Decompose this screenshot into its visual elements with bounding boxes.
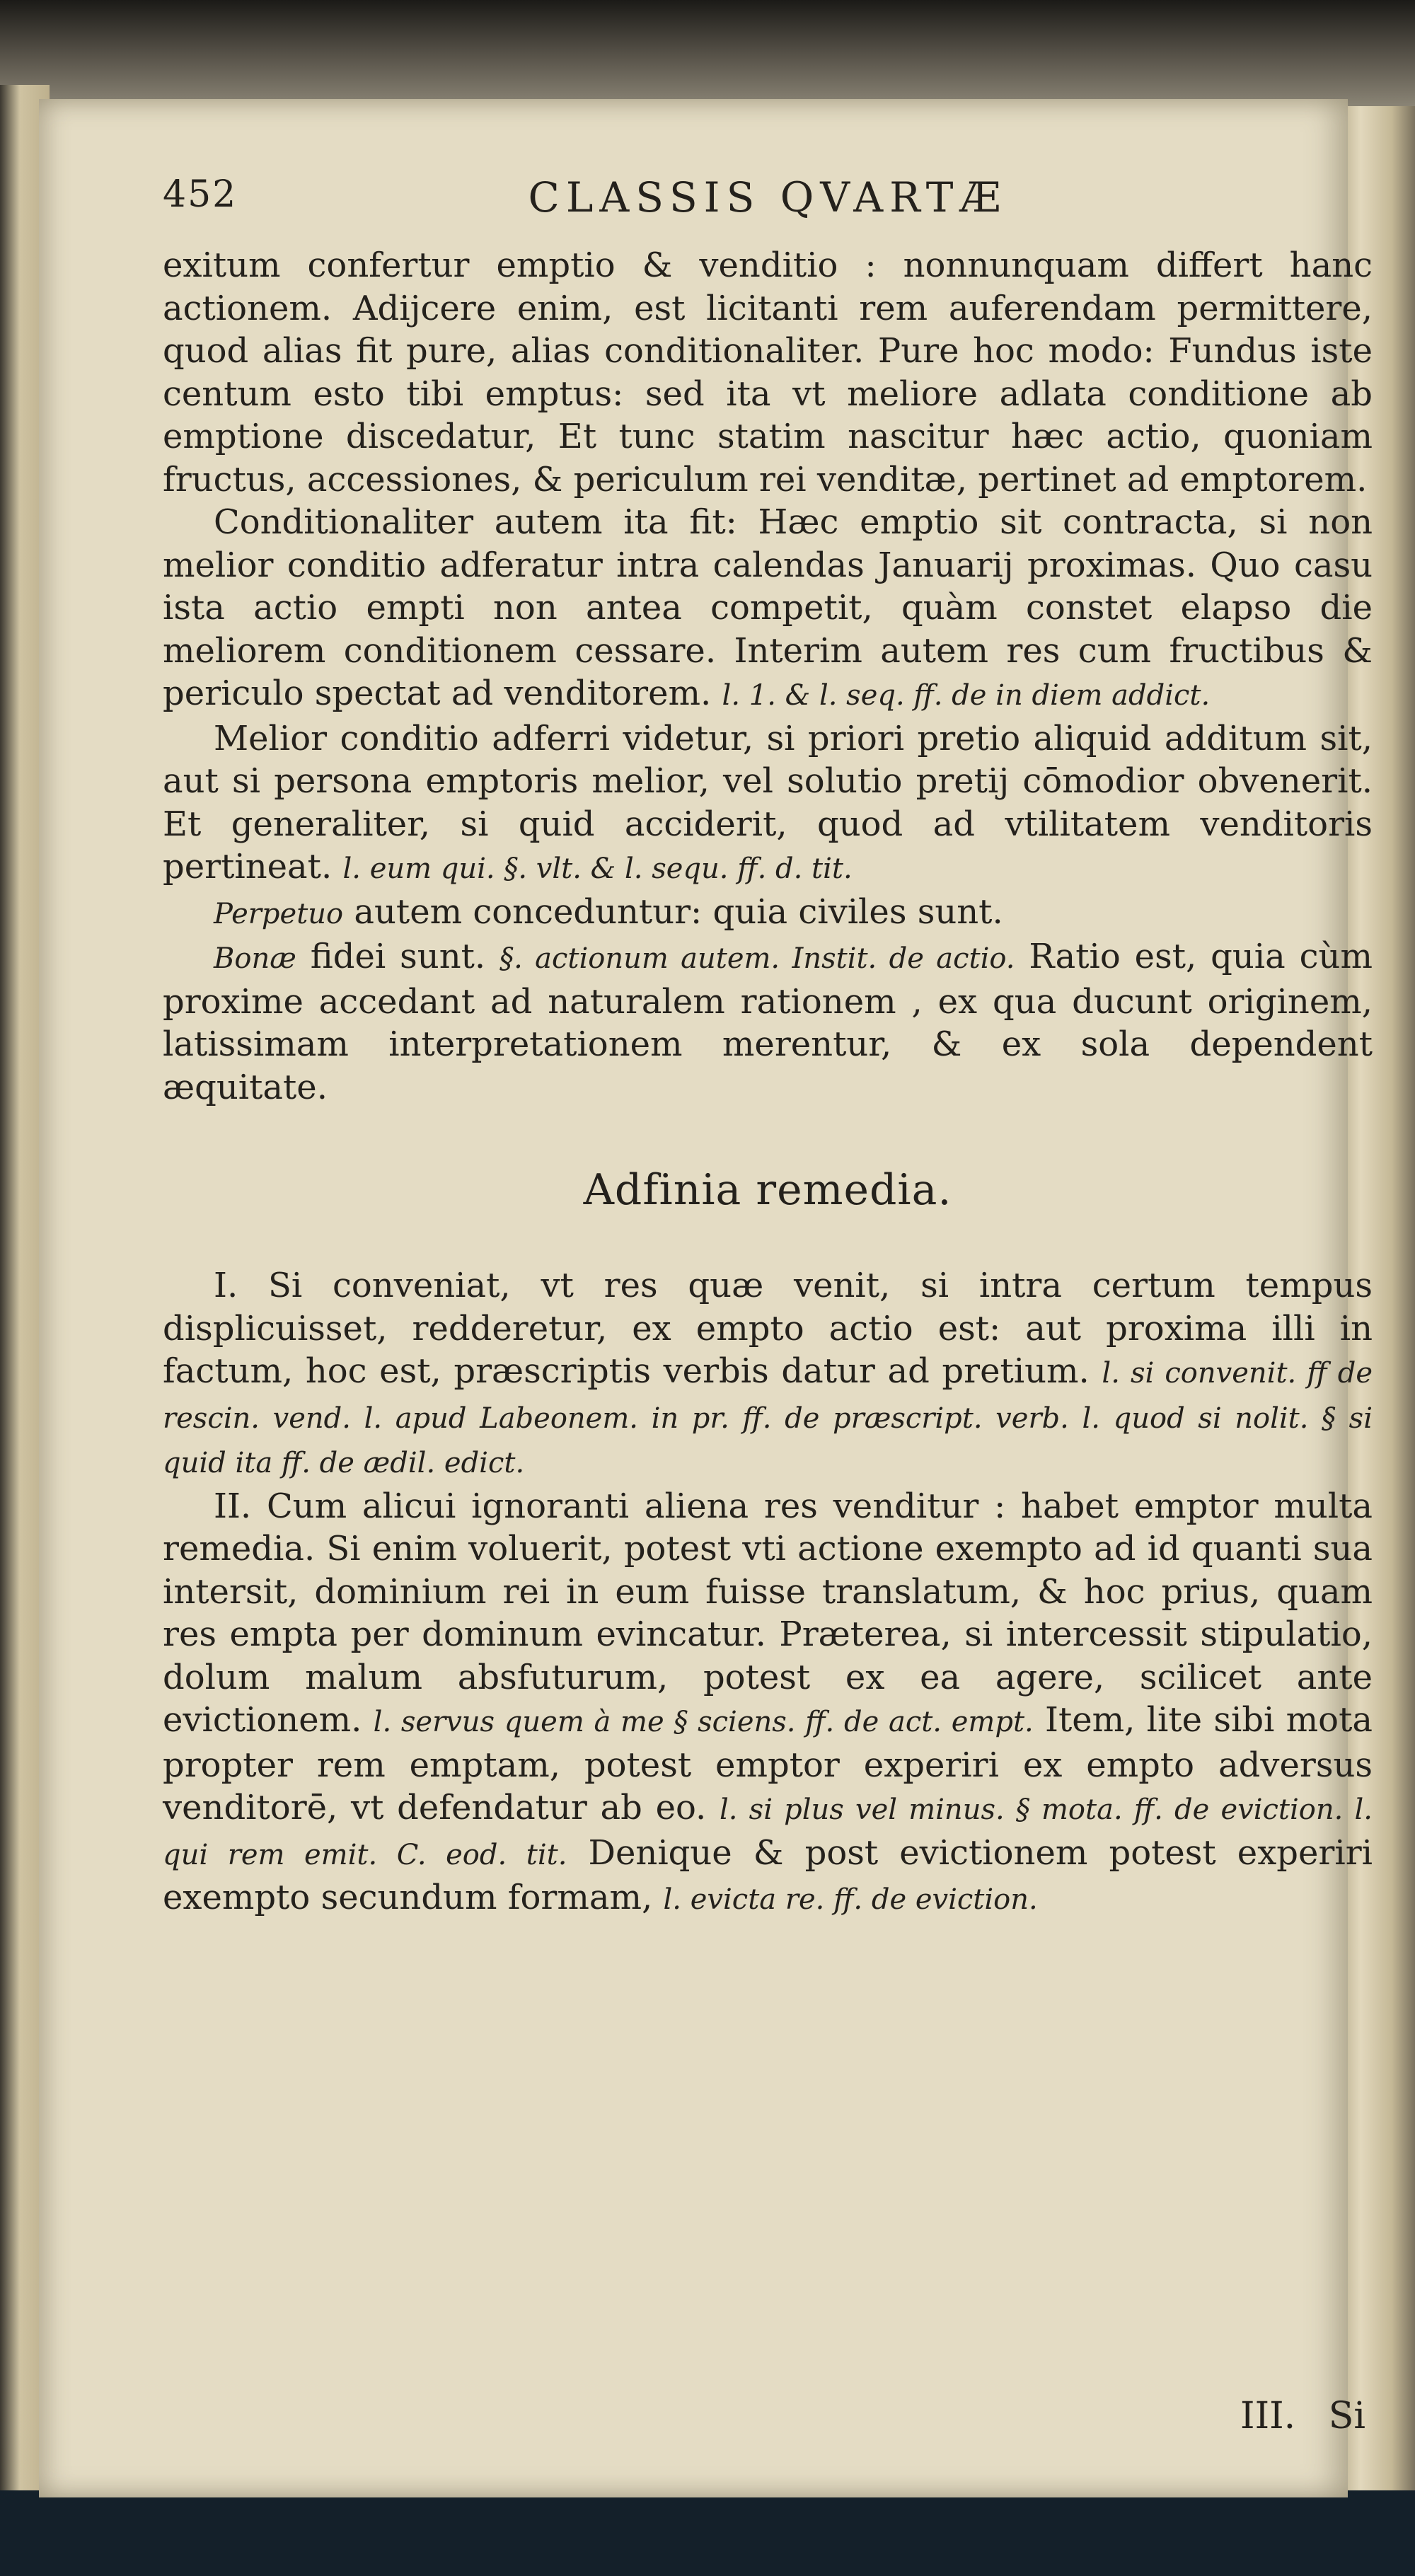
text-run: exitum confertur emptio & venditio : nonnunquam differt hanc actionem. Adijcere enim, est licitanti rem auferendam permittere, quod alias fit pure, alias conditionaliter. Pure hoc modo: Fundus iste centum esto tibi emptus: sed ita vt meliore adlata conditione ab emptione discedatur, Et tunc statim nascitur hæc actio, quoniam fructus, accessiones, & periculum rei venditæ, pertinet ad emptorem. — [163, 246, 1373, 499]
book-page — [39, 99, 1373, 2497]
legal-citation: Perpetuo — [214, 897, 344, 930]
catchword-numeral: III. — [1240, 2395, 1296, 2437]
scan-background-top — [0, 0, 1415, 106]
scan-background-bottom — [0, 2490, 1415, 2576]
running-head — [163, 166, 1373, 244]
text-run: Denique & post evictionem potest experiri exempto secundum formam, — [163, 1832, 1373, 1917]
text-run: Conditionaliter autem ita fit: Hæc emptio sit contracta, si non melior conditio adferatur intra calendas Januarij proximas. Quo casu ista actio empti non antea competit, quàm constet elapso die meliorem conditionem cessare. Interim autem res cum fructibus & periculo spectat ad venditorem. — [163, 502, 1373, 713]
catchword-next-word: Si — [1328, 2395, 1365, 2437]
page-content — [163, 166, 1373, 2437]
paragraph — [163, 244, 1373, 501]
paragraph — [163, 501, 1373, 717]
legal-citation: l. eum qui. §. vlt. & l. sequ. ff. d. tit. — [342, 853, 853, 885]
section-heading: Adfinia remedia. — [583, 1165, 952, 1215]
legal-citation: §. actionum autem. Instit. de actio. — [499, 942, 1015, 975]
paragraph — [163, 935, 1373, 1109]
legal-citation: Bonæ — [214, 942, 296, 975]
page-number: 452 — [163, 173, 238, 216]
legal-citation: l. evicta re. ff. de eviction. — [663, 1883, 1038, 1916]
legal-citation: l. servus quem à me § sciens. ff. de act. empt. — [373, 1706, 1034, 1738]
text-run: Melior conditio adferri videtur, si priori pretio aliquid additum sit, aut si persona emptoris melior, vel solutio pretij cōmodior obvenerit. Et generaliter, si quid acciderit, quod ad vtilitatem venditoris pertineat. — [163, 718, 1373, 886]
legal-citation: l. si convenit. ff de rescin. vend. l. apud Labeonem. in pr. ff. de præscript. verb. l. quod si nolit. § si quid ita ff. de ædil. edict. — [163, 1357, 1373, 1479]
text-run: II. Cum alicui ignoranti aliena res venditur : habet emptor multa remedia. Si enim voluerit, potest vti actione exempto ad id quanti sua intersit, dominium rei in eum fuisse translatum, & hoc prius, quam res empta per dominum evincatur. Præterea, si intercessit stipulatio, dolum malum absfuturum, potest ex ea agere, scilicet ante evictionem. — [163, 1486, 1373, 1740]
text-run: autem conceduntur: quia civiles sunt. — [343, 891, 1003, 932]
numbered-item — [163, 1264, 1373, 1485]
legal-citation: l. si plus vel minus. § mota. ff. de eviction. l. qui rem emit. C. eod. tit. — [163, 1794, 1373, 1871]
legal-citation: l. 1. & l. seq. ff. de in diem addict. — [722, 679, 1211, 712]
body-text — [163, 244, 1373, 1109]
numbered-item — [163, 1485, 1373, 1922]
numbered-items — [163, 1264, 1373, 1922]
catchwords — [163, 2395, 1365, 2437]
running-title: CLASSIS QVARTÆ — [528, 173, 1007, 221]
text-run: Item, lite sibi mota propter rem emptam, potest emptor experiri ex empto adversus venditorē, vt defendatur ab eo. — [163, 1700, 1373, 1827]
text-run: Ratio est, quia cùm proxime accedant ad naturalem rationem , ex qua ducunt originem, latissimam interpretationem merentur, & ex sola dependent æquitate. — [163, 937, 1373, 1107]
paragraph — [163, 891, 1373, 936]
text-run: fidei sunt. — [296, 937, 500, 976]
paragraph — [163, 717, 1373, 891]
text-run: I. Si conveniat, vt res quæ venit, si intra certum tempus displicuisset, redderetur, ex empto actio est: aut proxima illi in factum, hoc est, præscriptis verbis datur ad pretium. — [163, 1266, 1373, 1391]
